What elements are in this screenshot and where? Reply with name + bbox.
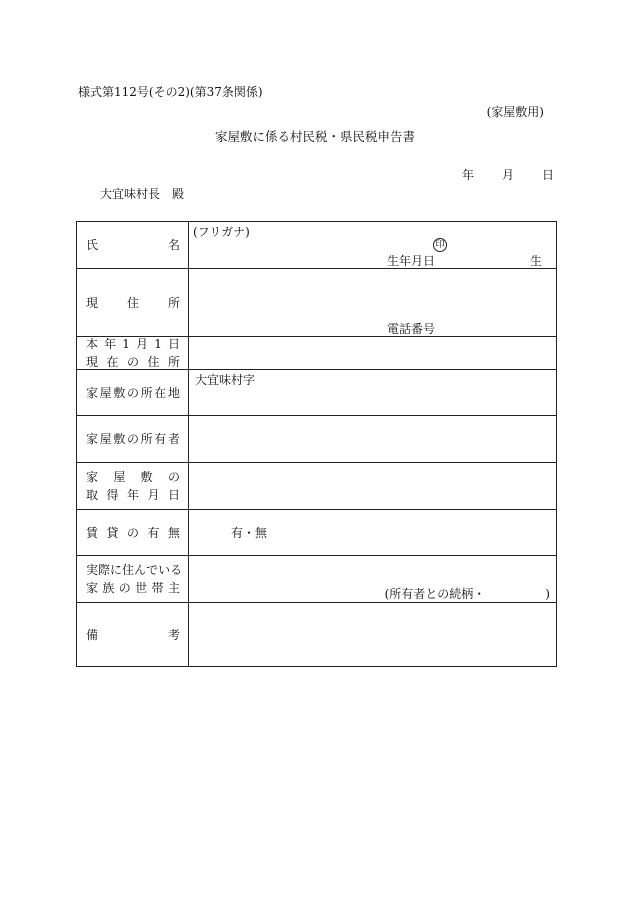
field-acquired-date[interactable]: [189, 463, 557, 510]
month-label: 月: [502, 168, 515, 182]
day-label: 日: [542, 168, 555, 182]
row-house-location: [77, 370, 557, 416]
phone-label: 電話番号: [387, 322, 436, 336]
row-address: [77, 269, 557, 337]
label-house-location: 家 屋 敷 の 所 在 地: [86, 385, 180, 400]
year-label: 年: [462, 168, 475, 182]
label-jan1-line1: 本 年 1 月 1 日: [86, 337, 180, 351]
field-householder[interactable]: [189, 556, 557, 603]
row-jan1-address: [77, 337, 557, 370]
label-cell-remarks: [77, 603, 189, 667]
label-cell-jan1-address: [77, 337, 189, 370]
label-acquired-line1: 家 屋 敷 の: [86, 470, 180, 484]
row-acquired: [77, 463, 557, 510]
relation-label: (所有者との続柄・ ): [384, 587, 550, 601]
date-line: [462, 169, 554, 181]
row-house-owner: [77, 416, 557, 463]
field-jan1-address[interactable]: [189, 337, 557, 370]
label-cell-address: [77, 269, 189, 337]
row-remarks: [77, 603, 557, 667]
addressee: 大宜味村長 殿: [100, 187, 185, 201]
label-name: 氏 名: [86, 238, 180, 252]
label-cell-acquired: [77, 463, 189, 510]
label-cell-house-owner: [77, 416, 189, 463]
label-acquired-line2: 取 得 年 月 日: [86, 488, 180, 502]
row-householder: [77, 556, 557, 603]
field-house-location[interactable]: [189, 370, 557, 416]
label-householder-line2: 家 族 の 世 帯 主: [86, 581, 180, 595]
house-location-value: 大宜味村字: [195, 373, 256, 387]
furigana-label: (フリガナ): [193, 225, 250, 239]
label-cell-house-location: [77, 370, 189, 416]
birthdate-suffix: 生: [530, 254, 543, 268]
seal-mark: 印: [433, 238, 447, 252]
document-title: 家屋敷に係る村民税・県民税申告書: [214, 129, 415, 144]
usage-label: (家屋敷用): [486, 105, 544, 119]
field-remarks[interactable]: [189, 603, 557, 667]
row-lease: [77, 510, 557, 556]
declaration-form-table: [76, 221, 557, 667]
label-jan1-line2: 現 在 の 住 所: [86, 355, 180, 369]
label-cell-lease: [77, 510, 189, 556]
row-name: [77, 222, 557, 269]
label-cell-householder: [77, 556, 189, 603]
field-name[interactable]: [189, 222, 557, 269]
label-house-owner: 家 屋 敷 の 所 有 者: [86, 432, 180, 446]
label-remarks: 備 考: [86, 627, 180, 642]
birthdate-label: 生年月日: [387, 254, 436, 268]
label-address: 現 住 所: [86, 295, 180, 310]
field-address[interactable]: [189, 269, 557, 337]
field-house-owner[interactable]: [189, 416, 557, 463]
field-lease[interactable]: [189, 510, 557, 556]
form-number: 様式第112号(その2)(第37条関係): [78, 85, 263, 99]
label-lease: 賃 貸 の 有 無: [86, 525, 180, 540]
label-cell-name: [77, 222, 189, 269]
label-householder-line1: 実 際 に 住 ん で い る: [86, 563, 183, 577]
lease-options[interactable]: 有・無: [231, 526, 268, 540]
